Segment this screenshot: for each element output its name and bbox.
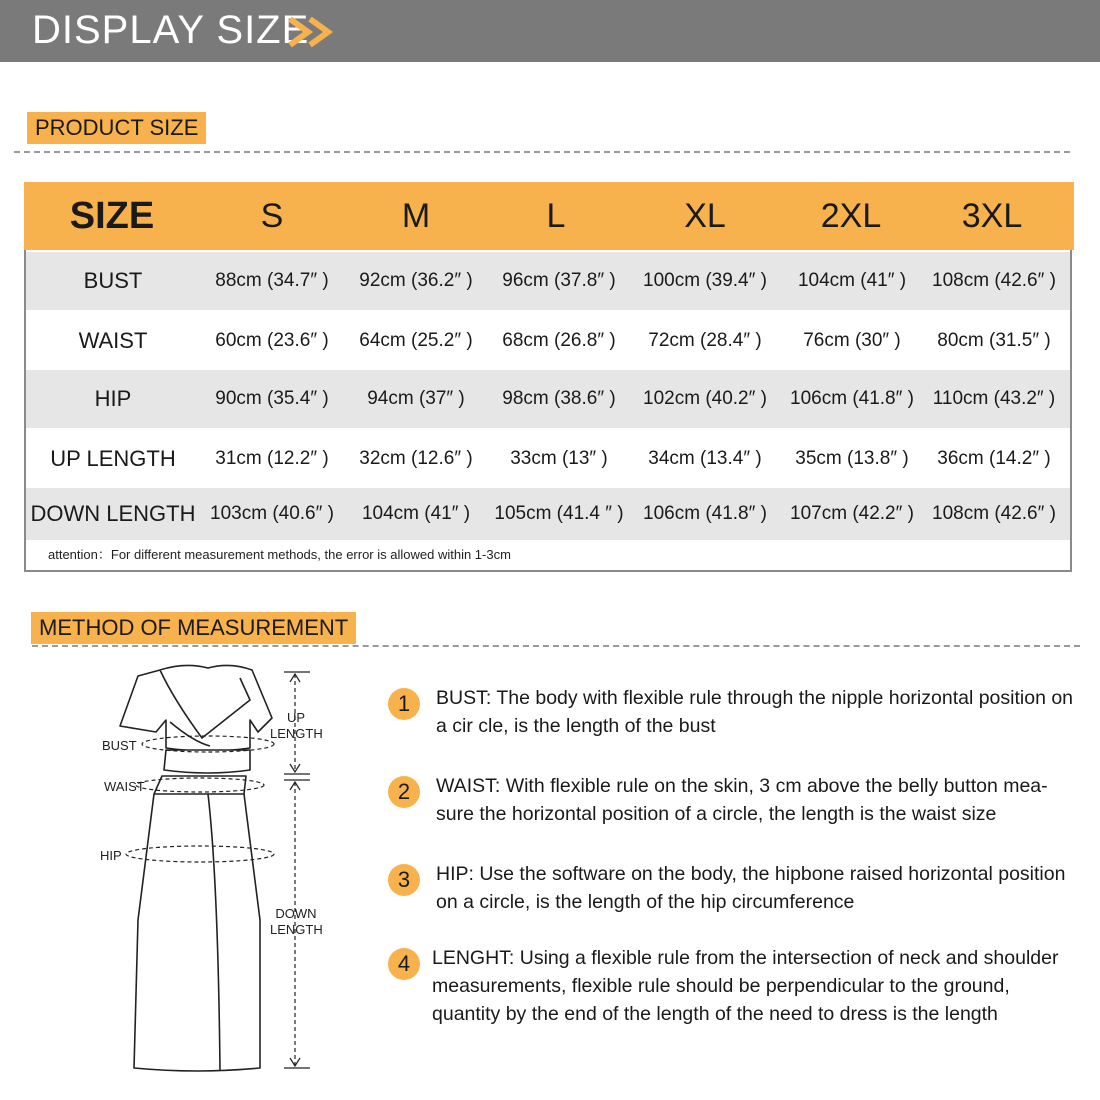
table-cell: 104cm (41″ )	[361, 503, 471, 524]
table-cell: 80cm (31.5″ )	[937, 330, 1051, 351]
table-cell: 100cm (39.4″ )	[643, 270, 767, 291]
table-cell: 92cm (36.2″ )	[359, 270, 473, 291]
header-cell: L	[546, 196, 566, 235]
header-cell: 2XL	[820, 196, 882, 235]
up-length-line1: UP	[286, 710, 306, 725]
waist-figure-label: WAIST	[104, 779, 145, 794]
garment-measurement-figure	[90, 660, 370, 1080]
step-number-badge: 2	[388, 776, 420, 808]
table-cell: 94cm (37″ )	[367, 388, 465, 409]
method-of-measurement-label: METHOD OF MEASUREMENT	[31, 612, 356, 644]
row-label: BUST	[83, 268, 143, 293]
step-text: HIP: Use the software on the body, the hipbone raised horizontal position on a circle, is the length of the hip circumference	[436, 863, 1066, 913]
down-length-figure-label	[270, 906, 322, 938]
size-table	[24, 182, 1072, 572]
table-cell: 106cm (41.8″ )	[790, 388, 914, 409]
step-number-badge: 3	[388, 864, 420, 896]
hip-figure-label: HIP	[100, 848, 122, 863]
table-cell: 106cm (41.8″ )	[643, 503, 767, 524]
table-cell: 108cm (42.6″ )	[932, 503, 1056, 524]
table-cell: 103cm (40.6″ )	[210, 503, 334, 524]
table-cell: 31cm (12.2″ )	[215, 448, 329, 469]
table-row	[26, 252, 1070, 310]
table-cell: 60cm (23.6″ )	[215, 330, 329, 351]
display-size-banner	[0, 0, 1100, 62]
table-cell: 72cm (28.4″ )	[648, 330, 762, 351]
divider	[32, 645, 1080, 647]
table-cell: 88cm (34.7″ )	[215, 270, 329, 291]
table-cell: 90cm (35.4″ )	[215, 388, 329, 409]
divider	[14, 151, 1070, 153]
row-label: WAIST	[78, 328, 148, 353]
table-cell: 64cm (25.2″ )	[359, 330, 473, 351]
table-cell: 76cm (30″ )	[803, 330, 901, 351]
table-row	[26, 312, 1070, 370]
table-cell: 98cm (38.6″ )	[502, 388, 616, 409]
table-cell: 36cm (14.2″ )	[937, 448, 1051, 469]
step-text: WAIST: With flexible rule on the skin, 3 cm above the belly button mea-sure the horizontal position of a circle, the length is the waist size	[436, 775, 1048, 825]
table-cell: 33cm (13″ )	[510, 448, 608, 469]
table-cell: 107cm (42.2″ )	[790, 503, 914, 524]
step-number-badge: 1	[388, 688, 420, 720]
attention-note: attention：For different measurement methods, the error is allowed within 1-3cm	[48, 547, 511, 562]
up-length-line2: LENGTH	[270, 726, 323, 741]
table-cell: 35cm (13.8″ )	[795, 448, 909, 469]
product-size-label: PRODUCT SIZE	[27, 112, 206, 144]
table-row	[26, 370, 1070, 428]
row-label: HIP	[94, 386, 132, 411]
header-cell: S	[260, 196, 284, 235]
header-cell: M	[401, 196, 431, 235]
table-cell: 108cm (42.6″ )	[932, 270, 1056, 291]
header-cell: 3XL	[961, 196, 1023, 235]
step-text: LENGHT: Using a flexible rule from the intersection of neck and shoulder measurements, flexible rule should be perpendicular to the ground, quantity by the end of the length of the need to dress is the length	[432, 947, 1059, 1025]
table-row	[26, 430, 1070, 488]
banner-title: DISPLAY SIZE	[32, 8, 310, 52]
table-cell: 105cm (41.4 ″ )	[494, 503, 624, 524]
table-cell: 102cm (40.2″ )	[643, 388, 767, 409]
double-chevron-right-icon	[288, 16, 340, 48]
table-row	[26, 488, 1070, 540]
header-cell: SIZE	[69, 194, 155, 237]
table-cell: 68cm (26.8″ )	[502, 330, 616, 351]
dress-outline-illustration	[90, 660, 370, 1080]
header-cell: XL	[684, 196, 726, 235]
down-length-line1: DOWN	[275, 906, 317, 921]
table-cell: 110cm (43.2″ )	[932, 388, 1056, 409]
table-cell: 96cm (37.8″ )	[502, 270, 616, 291]
table-header-row	[24, 182, 1074, 250]
step-text: BUST: The body with flexible rule through the nipple horizontal position on a cir cle, is the length of the bust	[436, 687, 1074, 737]
down-length-line2: LENGTH	[270, 922, 323, 937]
table-cell: 104cm (41″ )	[797, 270, 907, 291]
row-label: UP LENGTH	[50, 446, 176, 471]
bust-figure-label: BUST	[102, 738, 137, 753]
step-number-badge: 4	[388, 948, 420, 980]
row-label: DOWN LENGTH	[30, 501, 196, 526]
table-cell: 34cm (13.4″ )	[648, 448, 762, 469]
up-length-figure-label	[270, 710, 322, 742]
table-cell: 32cm (12.6″ )	[359, 448, 473, 469]
